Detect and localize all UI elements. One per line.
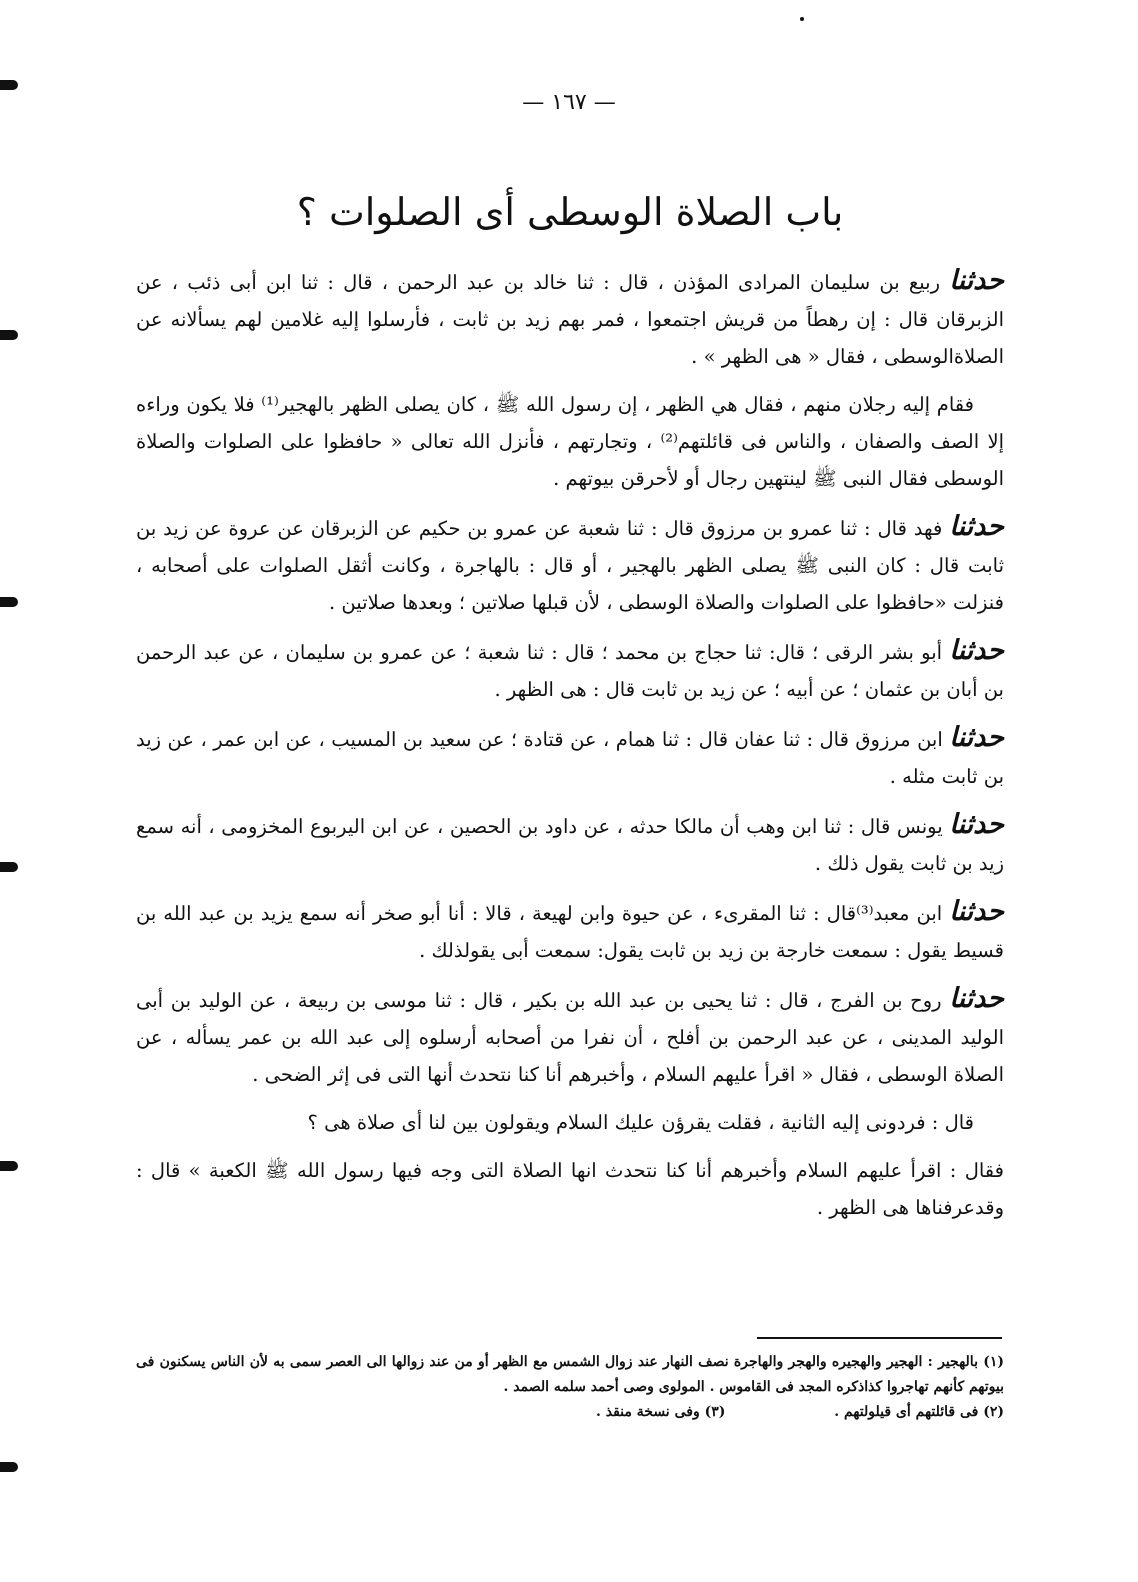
footnote-row: [136, 1400, 1004, 1425]
hadith-lead: حدثنا: [949, 635, 1004, 666]
paragraph-text: روح بن الفرج ، قال : ثنا يحيى بن عبد الله بن بكير ، قال : ثنا موسى بن ربيعة ، عن الوليد بن أبى الوليد المدينى ، عن عبد الرحمن بن أفلح ، أن نفرا من أصحابه أرسلوه إلى عبد الله بن عمر يسأله ، عن الصلاة الوسطى ، فقال « اقرأ عليهم السلام ، وأخبرهم أنا كنا نتحدث أنها التى فى إثر الضحى .: [136, 989, 1004, 1086]
paragraph-text: أبو بشر الرقى ؛ قال: ثنا حجاج بن محمد ؛ قال : ثنا شعبة ؛ عن عمرو بن سليمان ، عن عبد الرحمن بن أبان بن عثمان ؛ عن أبيه ؛ عن زيد بن ثابت قال : هى الظهر .: [136, 641, 1004, 701]
chapter-title: باب الصلاة الوسطى أى الصلوات ؟: [296, 190, 844, 234]
hadith-lead: حدثنا: [949, 722, 1004, 753]
paragraph-text: ربيع بن سليمان المرادى المؤذن ، قال : ثنا خالد بن عبد الرحمن ، قال : ثنا ابن أبى ذئب ، عن الزبرقان قال : إن رهطاً من قريش اجتمعوا ، فمر بهم زيد بن ثابت ، فأرسلوا إليه غلامين لهم يسألانه عن الصلاةالوسطى ، فقال « هى الظهر » .: [136, 271, 1004, 368]
footnotes: [136, 1350, 1004, 1425]
paragraph: [136, 893, 1004, 969]
footnote-2: (٢) فى قائلتهم أى قيلولتهم .: [834, 1404, 1004, 1420]
main-text: [136, 262, 1004, 1237]
footnote-separator: [757, 1337, 1002, 1339]
paragraph-text: ابن مرزوق قال : ثنا عفان قال : ثنا همام ، عن قتادة ؛ عن سعيد بن المسيب ، عن ابن عمر ، عن زيد بن ثابت مثله .: [136, 728, 1004, 788]
paragraph: [136, 262, 1004, 375]
hadith-lead: حدثنا: [949, 896, 1004, 927]
hadith-lead: حدثنا: [949, 809, 1004, 840]
paragraph: [136, 508, 1004, 621]
scan-edge-mark: [0, 330, 18, 340]
paragraph: [136, 719, 1004, 795]
scan-speck: [800, 17, 804, 21]
paragraph: [136, 980, 1004, 1093]
paragraph: [136, 806, 1004, 882]
hadith-lead: حدثنا: [949, 511, 1004, 542]
hadith-lead: حدثنا: [949, 983, 1004, 1014]
scan-edge-mark: [0, 1161, 18, 1171]
paragraph-text: قال : فردونى إليه الثانية ، فقلت يقرؤن عليك السلام ويقولون بين لنا أى صلاة هى ؟: [307, 1111, 974, 1134]
footnote-1: (١) بالهجير : الهجير والهجيره والهجر والهاجرة نصف النهار عند زوال الشمس مع الظهر أو من عند زوالها الى العصر سمى به لأن الناس يسكنون فى بيوتهم كأنهم تهاجروا كذاذكره المجد فى القاموس . المولوى وصى أحمد سلمه الصمد .: [136, 1354, 1004, 1395]
paragraph-text: يونس قال : ثنا ابن وهب أن مالكا حدثه ، عن داود بن الحصين ، عن ابن اليربوع المخزومى ، أنه سمع زيد بن ثابت يقول ذلك .: [136, 815, 1004, 875]
paragraph-text: فقام إليه رجلان منهم ، فقال هي الظهر ، إن رسول الله ﷺ ، كان يصلى الظهر بالهجير⁽¹⁾ فلا يكون وراءه إلا الصف والصفان ، والناس فى قائلتهم⁽²⁾ ، وتجارتهم ، فأنزل الله تعالى « حافظوا على الصلوات والصلاة الوسطى فقال النبى ﷺ لينتهين رجال أو لأحرقن بيوتهم .: [136, 393, 1004, 490]
paragraph: [136, 1104, 1004, 1141]
scan-edge-mark: [0, 80, 18, 90]
scan-edge-mark: [0, 597, 18, 607]
hadith-lead: حدثنا: [949, 265, 1004, 296]
scan-edge-mark: [0, 1462, 18, 1472]
paragraph-text: ابن معبد⁽³⁾قال : ثنا المقرىء ، عن حيوة وابن لهيعة ، قالا : أنا أبو صخر أنه سمع يزيد بن عبد الله بن قسيط يقول : سمعت خارجة بن زيد بن ثابت يقول: سمعت أبى يقولذلك .: [136, 902, 1004, 962]
paragraph: [136, 386, 1004, 497]
scan-edge-mark: [0, 862, 18, 872]
page-number: — ١٦٧ —: [522, 90, 616, 115]
footnote-3: (٣) وفى نسخة منقذ .: [596, 1404, 726, 1420]
paragraph: [136, 632, 1004, 708]
paragraph: [136, 1152, 1004, 1226]
paragraph-text: فهد قال : ثنا عمرو بن مرزوق قال : ثنا شعبة عن عمرو بن حكيم عن الزبرقان عن عروة عن زيد بن ثابت قال : كان النبى ﷺ يصلى الظهر بالهجير ، أو قال : بالهاجرة ، وكانت أثقل الصلوات على أصحابه ، فنزلت «حافظوا على الصلوات والصلاة الوسطى ، لأن قبلها صلاتين ؛ وبعدها صلاتين .: [136, 517, 1004, 614]
paragraph-text: فقال : اقرأ عليهم السلام وأخبرهم أنا كنا نتحدث انها الصلاة التى وجه فيها رسول الله ﷺ الكعبة » قال : وقدعرفناها هى الظهر .: [136, 1159, 1004, 1219]
